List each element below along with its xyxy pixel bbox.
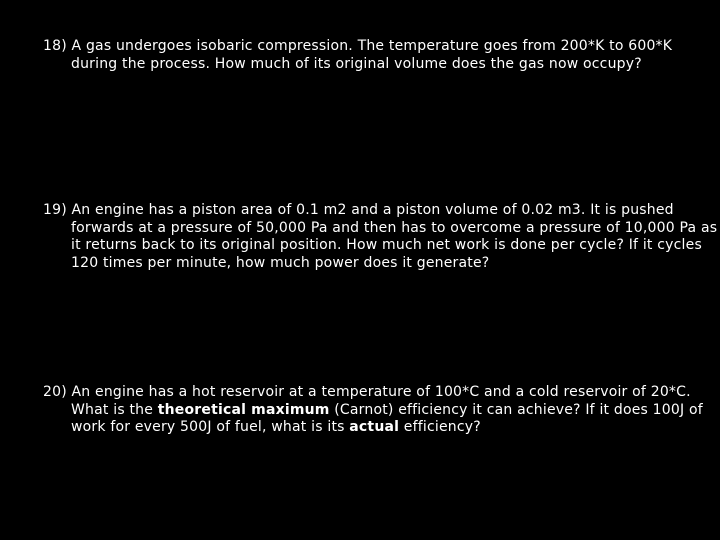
question-20-text-part1: 20) An engine has a hot reservoir at a temperature of 100*C and a cold reservoir of 20*C. What is the — [43, 384, 691, 418]
question-20-bold-actual: actual — [349, 419, 400, 435]
question-18 — [43, 38, 720, 73]
question-20-text-part3: efficiency? — [399, 419, 481, 435]
question-19 — [43, 202, 720, 272]
question-18-text: 18) A gas undergoes isobaric compression. The temperature goes from 200*K to 600*K during the process. How much of its original volume does the gas now occupy? — [43, 38, 673, 72]
question-19-text: 19) An engine has a piston area of 0.1 m2 and a piston volume of 0.02 m3. It is pushed forwards at a pressure of 50,000 Pa and then has to overcome a pressure of 10,000 Pa as it returns back to its original position. How much net work is done per cycle? If it cycles 120 times per minute, how much power does it generate? — [43, 202, 718, 271]
question-20-text-part2: (Carnot) efficiency it can achieve? If it does 100J of work for every 500J of fuel, what is its — [71, 401, 703, 435]
question-20-bold-theoretical-maximum: theoretical maximum — [157, 401, 330, 418]
question-20 — [43, 384, 720, 437]
